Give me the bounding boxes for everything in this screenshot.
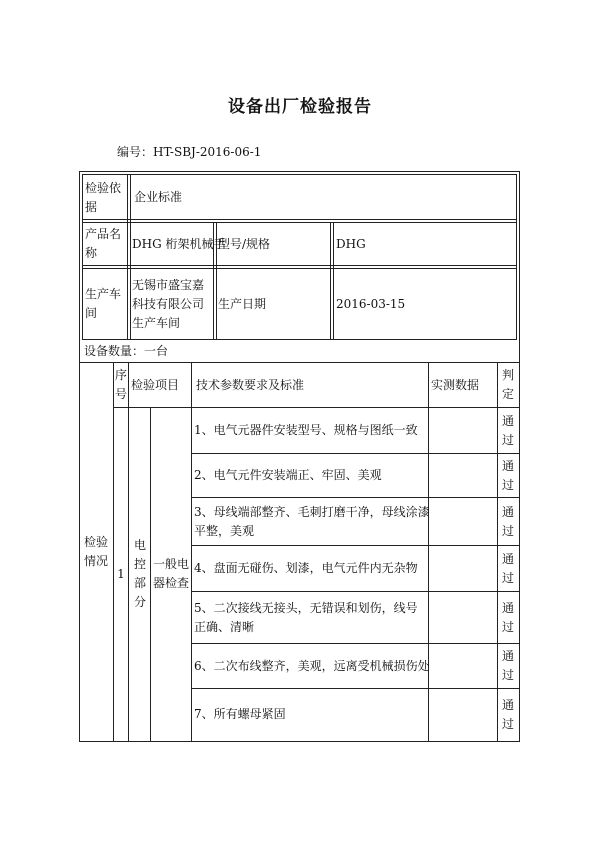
date-label: 生产日期 <box>218 296 267 311</box>
row-requirement: 7、所有螺母紧固 <box>194 707 286 721</box>
workshop-label: 生产车间 <box>85 287 122 320</box>
product-value: DHG 桁架机械手 <box>132 236 226 251</box>
section-label: 检验情况 <box>84 534 109 568</box>
report-number: 编号：HT-SBJ-2016-06-1 <box>117 145 262 159</box>
basis-value: 企业标准 <box>134 190 183 204</box>
row-verdict: 通过 <box>501 551 514 585</box>
row-measured <box>431 689 497 740</box>
model-label: 型号/规格 <box>218 236 271 251</box>
section-category: 电控部分 <box>133 538 146 609</box>
row-requirement: 1、电气元器件安装型号、规格与图纸一致 <box>194 423 418 437</box>
row-measured <box>431 454 497 497</box>
product-label: 产品名称 <box>85 227 122 260</box>
basis-label: 检验依据 <box>85 180 122 214</box>
row-verdict: 通过 <box>501 504 514 538</box>
section-sub-item: 一般电器检查 <box>152 557 189 590</box>
row-measured <box>431 498 497 545</box>
row-measured <box>431 644 497 688</box>
row-verdict: 通过 <box>501 697 514 731</box>
col-measured: 实测数据 <box>431 377 480 392</box>
row-verdict: 通过 <box>501 413 514 447</box>
row-verdict: 通过 <box>501 649 514 682</box>
workshop-value: 无锡市盛宝嘉科技有限公司生产车间 <box>132 277 205 330</box>
section-seq: 1 <box>117 566 125 581</box>
row-requirement: 3、母线端部整齐、毛刺打磨干净，母线涂漆平整，美观 <box>194 504 430 538</box>
report-title: 设备出厂检验报告 <box>228 97 372 117</box>
row-measured <box>431 592 497 643</box>
row-measured <box>431 408 497 453</box>
model-value: DHG <box>336 236 366 251</box>
row-requirement: 4、盘面无碰伤、划漆，电气元件内无杂物 <box>194 561 418 575</box>
col-verdict: 判定 <box>501 368 514 401</box>
col-item: 检验项目 <box>131 377 180 392</box>
row-measured <box>431 546 497 591</box>
row-requirement: 6、二次布线整齐，美观，远离受机械损伤处 <box>194 658 430 673</box>
date-value: 2016-03-15 <box>336 296 406 311</box>
row-requirement: 2、电气元件安装端正、牢固、美观 <box>194 468 382 482</box>
equipment-quantity: 设备数量：一台 <box>84 344 169 358</box>
col-seq: 序号 <box>114 368 127 401</box>
row-requirement: 5、二次接线无接头，无错误和划伤，线号正确、清晰 <box>194 600 418 634</box>
row-verdict: 通过 <box>501 600 514 634</box>
col-requirement: 技术参数要求及标准 <box>196 377 305 392</box>
row-verdict: 通过 <box>501 458 514 492</box>
